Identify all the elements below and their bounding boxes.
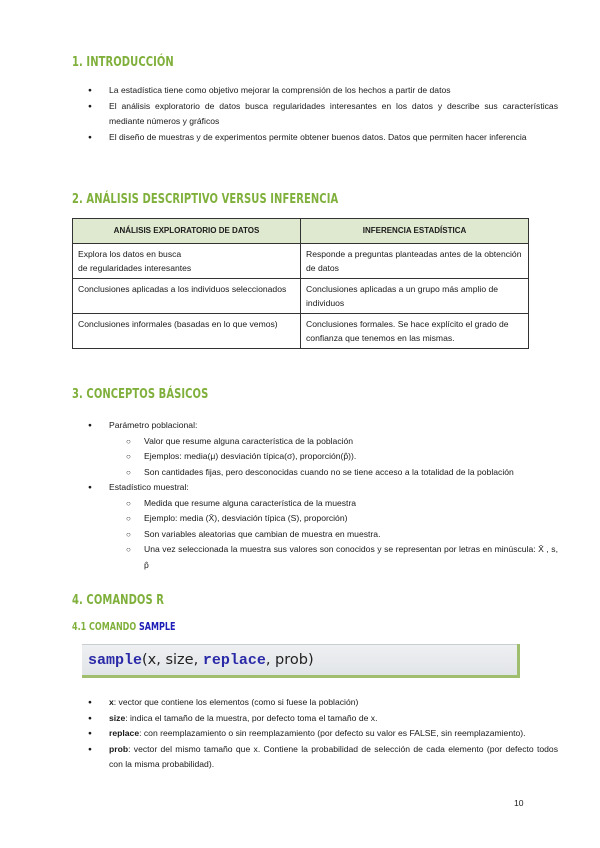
- code-keyword: replace: [202, 652, 266, 669]
- table-row: [73, 244, 529, 279]
- list-item: [72, 695, 558, 711]
- sub-list: [109, 434, 558, 481]
- list-item: [72, 480, 558, 573]
- section-2-title: 2. ANÁLISIS DESCRIPTIVO VERSUS INFERENCIA: [72, 191, 339, 207]
- table-header-row: [73, 219, 529, 244]
- sub-list-item: ○ Valor que resume alguna característica de la población: [109, 434, 558, 450]
- list-item: ● La estadística tiene como objetivo mejorar la comprensión de los hechos a partir de datos: [72, 83, 558, 99]
- table-cell: Conclusiones informales (basadas en lo que vemos): [73, 314, 301, 349]
- table-cell: Conclusiones aplicadas a un grupo más amplio de individuos: [301, 279, 529, 314]
- table-header-cell: ANÁLISIS EXPLORATORIO DE DATOS: [73, 219, 301, 244]
- code-top-border: [82, 644, 517, 645]
- section-1-title: 1. INTRODUCCIÓN: [72, 54, 174, 70]
- parameter-list: [72, 695, 558, 773]
- section-3-title: 3. CONCEPTOS BÁSICOS: [72, 386, 209, 402]
- param-desc: : con reemplazamiento o sin reemplazamiento (por defecto su valor es FALSE, sin reemplazamiento).: [139, 728, 526, 738]
- page-number: 10: [514, 798, 524, 808]
- table-row: [73, 279, 529, 314]
- param-name: size: [109, 712, 126, 723]
- sub-list-item: ○ Ejemplo: media (X̄), desviación típica (S), proporción): [109, 511, 558, 527]
- code-args: (x, size,: [142, 652, 203, 668]
- sub-list-item: ○ Una vez seleccionada la muestra sus valores son conocidos y se representan por letras en minúscula: X̄ , s, p̂: [109, 542, 558, 573]
- param-name: x: [109, 697, 114, 707]
- sub-list-item: ○ Medida que resume alguna característica de la muestra: [109, 496, 558, 512]
- item-label: Parámetro poblacional:: [109, 420, 198, 430]
- list-item: [72, 418, 558, 480]
- table-cell: Conclusiones formales. Se hace explícito el grado de confianza que tenemos en las mismas.: [301, 314, 529, 349]
- comparison-table: [72, 218, 529, 349]
- subsection-4-1-title: [72, 621, 175, 633]
- param-desc: : vector que contiene los elementos (como si fuese la población): [113, 697, 359, 707]
- list-item: ● El diseño de muestras y de experimentos permite obtener buenos datos. Datos que permiten hacer inferencia: [72, 130, 558, 146]
- param-desc: : vector del mismo tamaño que x. Contiene la probabilidad de selección de cada elemento (por defecto todos con la misma probabilidad).: [109, 743, 558, 769]
- param-desc: : indica el tamaño de la muestra, por defecto toma el tamaño de x.: [125, 712, 378, 723]
- list-item: [72, 711, 558, 727]
- section-3-list: [72, 418, 558, 573]
- table-header-cell: INFERENCIA ESTADÍSTICA: [301, 219, 529, 244]
- list-item: [72, 726, 558, 742]
- table-row: [73, 314, 529, 349]
- sub-list: [109, 496, 558, 574]
- table-cell: Responde a preguntas planteadas antes de la obtención de datos: [301, 244, 529, 279]
- code-snippet: [82, 644, 520, 678]
- list-item: ● El análisis exploratorio de datos busca regularidades interesantes en los datos y describe sus características mediante números y gráficos: [72, 99, 558, 130]
- code-function: sample: [88, 652, 143, 669]
- param-name: prob: [109, 743, 129, 754]
- list-item: [72, 742, 558, 773]
- table-cell: Explora los datos en busca de regularidades interesantes: [73, 244, 301, 279]
- sub-list-item: ○ Ejemplos: media(μ) desviación típica(σ), proporción(p̂)).: [109, 449, 558, 465]
- table-cell: Conclusiones aplicadas a los individuos seleccionados: [73, 279, 301, 314]
- subsection-prefix: 4.1 COMANDO: [72, 621, 139, 633]
- code-args: , prob): [265, 652, 314, 668]
- section-1-bullets: [72, 83, 558, 145]
- section-4-title: 4. COMANDOS R: [72, 592, 165, 608]
- param-name: replace: [109, 728, 140, 738]
- command-name: SAMPLE: [138, 621, 176, 633]
- sub-list-item: ○ Son variables aleatorias que cambian de muestra en muestra.: [109, 527, 558, 543]
- sub-list-item: ○ Son cantidades fijas, pero desconocidas cuando no se tiene acceso a la totalidad de la población: [109, 465, 558, 481]
- item-label: Estadístico muestral:: [109, 482, 189, 492]
